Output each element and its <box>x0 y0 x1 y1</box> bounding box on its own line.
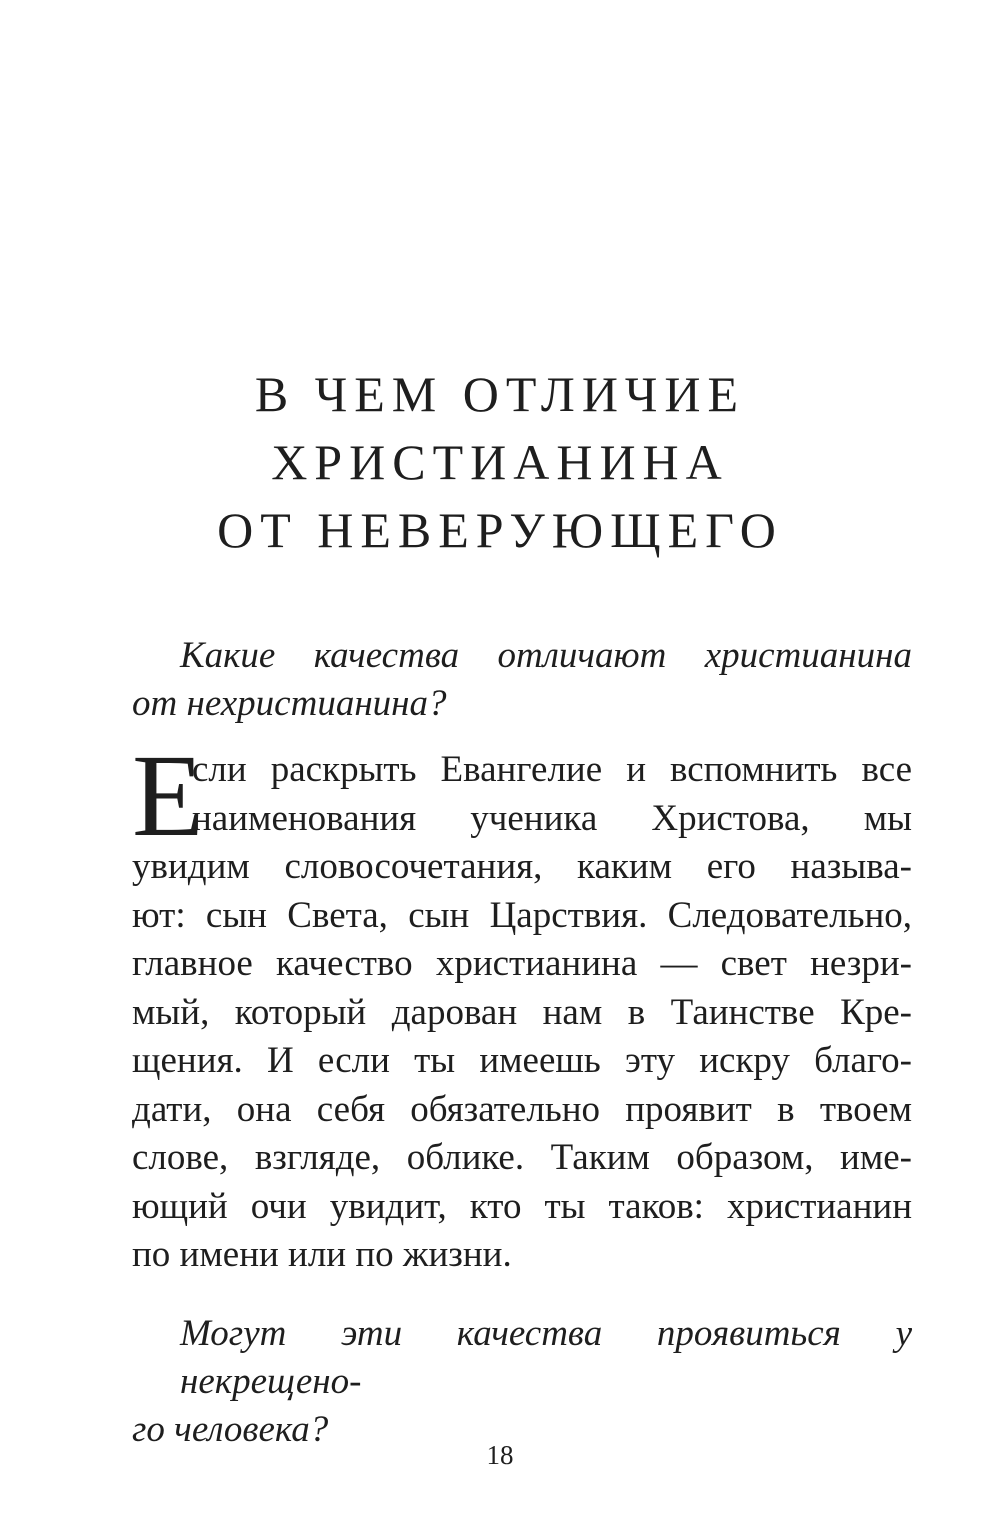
question-1-line: от нехристианина? <box>132 683 447 724</box>
answer-1-line: наименования ученика Христова, мы <box>192 797 912 839</box>
answer-1-line: мый, который дарован нам в Таинстве Кре- <box>132 991 912 1033</box>
answer-1-paragraph <box>132 730 912 1280</box>
answer-1-line: слове, взгляде, облике. Таким образом, име- <box>132 1137 912 1178</box>
answer-1-line: дати, она себя обязательно проявит в твоем <box>132 1088 912 1130</box>
question-1 <box>132 632 912 728</box>
question-2-line: Могут эти качества проявиться у некрещено- <box>180 1313 912 1402</box>
question-2-line: го человека? <box>132 1409 329 1450</box>
drop-cap: Е <box>132 730 205 861</box>
answer-1-line: ющий очи увидит, кто ты таков: христианин <box>132 1185 912 1227</box>
answer-1-line: ют: сын Света, сын Царствия. Следовательно, <box>132 894 912 936</box>
answer-1-line: по имени или по жизни. <box>132 1234 512 1275</box>
chapter-title-line: ХРИСТИАНИНА <box>271 434 729 490</box>
question-2 <box>132 1310 912 1454</box>
answer-1-line: щения. И если ты имеешь эту искру благо- <box>132 1040 912 1081</box>
chapter-title-line: В ЧЕМ ОТЛИЧИЕ <box>254 366 746 422</box>
answer-1-line: увидим словосочетания, каким его называ- <box>132 846 912 887</box>
answer-1-line: главное качество христианина — свет незри- <box>132 943 912 984</box>
chapter-title <box>0 360 1000 564</box>
question-1-line: Какие качества отличают христианина <box>180 635 912 676</box>
answer-1-line: сли раскрыть Евангелие и вспомнить все <box>192 749 912 790</box>
chapter-title-line: ОТ НЕВЕРУЮЩЕГО <box>217 502 783 558</box>
page-number: 18 <box>486 1440 514 1470</box>
